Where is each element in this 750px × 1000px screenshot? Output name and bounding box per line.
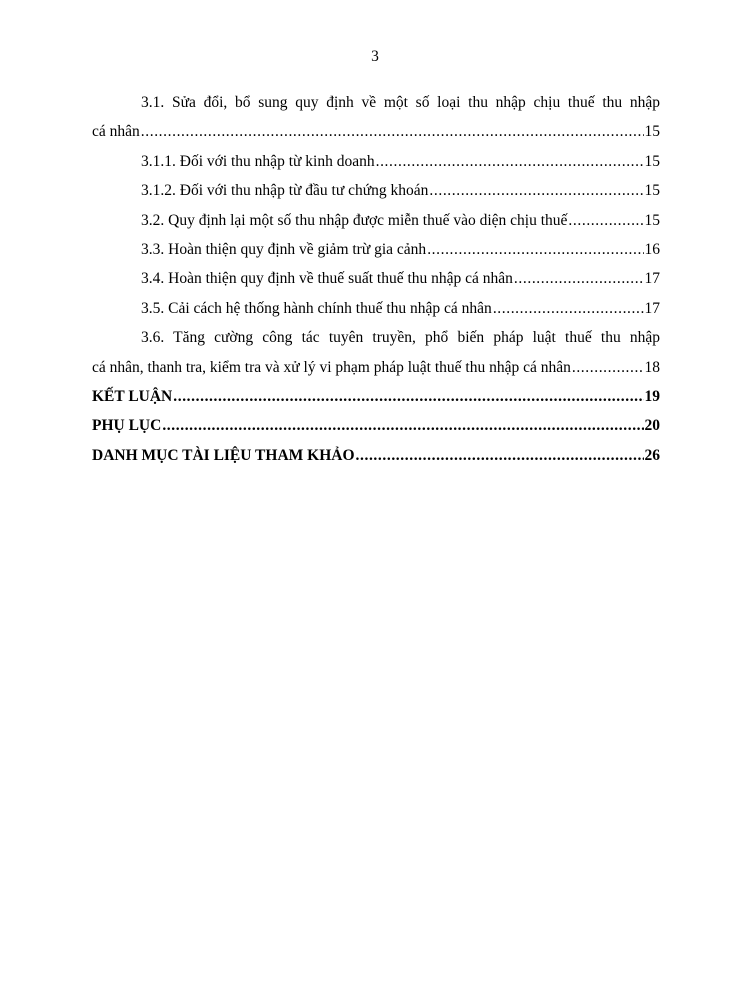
toc-entry-3-3	[92, 235, 660, 264]
toc-entry-page: 15	[644, 123, 660, 141]
toc-entry-label: 3.4. Hoàn thiện quy định về thuế suất thuế thu nhập cá nhân	[141, 270, 513, 288]
toc-entry-3-1-2	[92, 176, 660, 205]
dot-leader	[568, 206, 643, 235]
toc-entry-label: 3.1.2. Đối với thu nhập từ đầu tư chứng khoán	[141, 182, 429, 200]
dot-leader	[514, 264, 644, 293]
toc-entry-page: 17	[644, 270, 660, 288]
dot-leader	[162, 411, 643, 440]
toc-entry-label-line1: 3.6. Tăng cường công tác tuyên truyền, phổ biến pháp luật thuế thu nhập	[141, 329, 660, 347]
dot-leader	[427, 235, 643, 264]
dot-leader	[356, 441, 644, 470]
toc-entry-page: 18	[644, 358, 660, 376]
toc-entry-page: 16	[644, 240, 660, 258]
toc-entry-3-4	[92, 264, 660, 293]
toc-entry-page: 15	[644, 152, 660, 170]
toc-entry-label: DANH MỤC TÀI LIỆU THAM KHẢO	[92, 446, 355, 464]
toc-entry-page: 26	[644, 446, 660, 464]
dot-leader	[493, 294, 644, 323]
toc-entry-label: 3.5. Cải cách hệ thống hành chính thuế thu nhập cá nhân	[141, 299, 492, 317]
dot-leader	[141, 117, 644, 146]
toc-entry-label: 3.2. Quy định lại một số thu nhập được miễn thuế vào diện chịu thuế	[141, 211, 568, 229]
toc-entry-label: 3.3. Hoàn thiện quy định về giảm trừ gia cảnh	[141, 240, 427, 258]
toc-entry-label-line1: 3.1. Sửa đổi, bổ sung quy định về một số loại thu nhập chịu thuế thu nhập	[141, 94, 660, 111]
toc-entry-3-6	[92, 323, 660, 382]
toc-entry-references	[92, 441, 660, 470]
dot-leader	[376, 147, 644, 176]
table-of-contents	[92, 88, 660, 470]
toc-entry-label-line2: cá nhân	[92, 123, 140, 141]
toc-entry-phu-luc	[92, 411, 660, 440]
toc-entry-3-1-1	[92, 147, 660, 176]
toc-entry-page: 15	[644, 182, 660, 200]
toc-entry-page: 20	[644, 417, 660, 435]
toc-entry-label: PHỤ LỤC	[92, 417, 162, 435]
dot-leader	[173, 382, 643, 411]
toc-entry-label: 3.1.1. Đối với thu nhập từ kinh doanh	[141, 152, 375, 170]
toc-entry-label: KẾT LUẬN	[92, 387, 173, 405]
toc-entry-page: 15	[644, 211, 660, 229]
toc-entry-3-1	[92, 88, 660, 147]
page-number: 3	[371, 48, 379, 65]
dot-leader	[429, 176, 643, 205]
toc-entry-ket-luan	[92, 382, 660, 411]
dot-leader	[572, 353, 644, 382]
toc-entry-3-5	[92, 294, 660, 323]
toc-entry-3-2	[92, 206, 660, 235]
toc-entry-label-line2: cá nhân, thanh tra, kiểm tra và xử lý vi phạm pháp luật thuế thu nhập cá nhân	[92, 358, 571, 376]
toc-entry-page: 17	[644, 299, 660, 317]
toc-entry-page: 19	[644, 387, 660, 405]
